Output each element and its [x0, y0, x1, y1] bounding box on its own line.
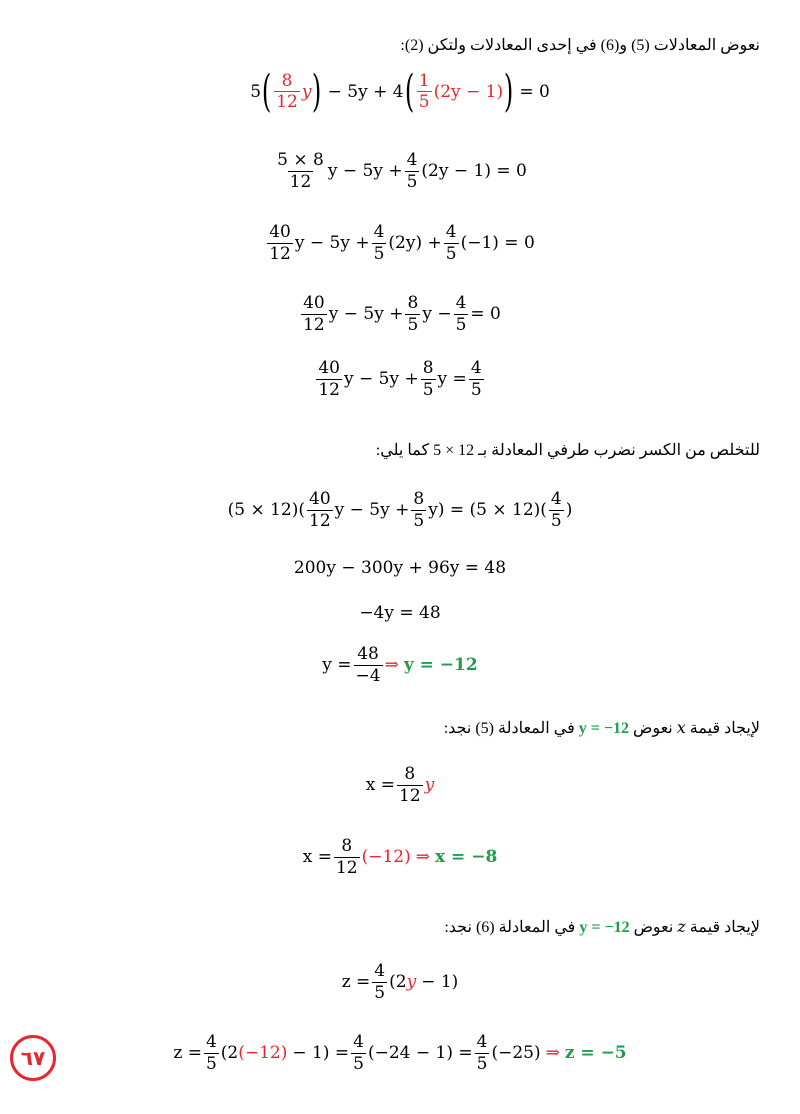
equation-multiply: (5 × 12)( 40 12 y − 5y + $\frac{8}{5}$ y) = (5 × 12)( 4 5 ) [227, 489, 573, 531]
equation-step-2: 5 × 8 12 y − 5y + $\frac{4}{5}$ (2y − 1) = 0 [277, 150, 527, 192]
page-number-badge: ٦٧ [10, 1035, 56, 1081]
z-note: لإيجاد قيمة z نعوض y = −12 في المعادلة (6) نجد: [444, 917, 760, 936]
equation-x-formula: x = $\frac{8}{12}$ y [365, 764, 435, 806]
equation-z-formula: z = $\frac{4}{5}$ (2 y − 1) [341, 961, 459, 1003]
equation-y-result: y = $\frac{48}{-4}$ ⇒ y = −12 [322, 644, 478, 686]
x-note: لإيجاد قيمة x نعوض y = −12 في المعادلة (5) نجد: [443, 718, 760, 737]
equation-step-1: 5 ( 8 12 y ) − 5y + 4 ( 1 5 (2y − 1) ) = 0 [250, 66, 550, 117]
equation-step-3: 40 12 y − 5y + $\frac{4}{5}$ (2y) + $\frac{4}{5}$ (−1) = 0 [269, 222, 535, 264]
intro-text: نعوض المعادلات (5) و(6) في إحدى المعادلات ولتكن (2): [400, 37, 760, 54]
equation-step-4: 40 12 y − 5y + $\frac{8}{5}$ y − $\frac{4}{5}$ = 0 [303, 293, 501, 335]
equation-z-result: z = $\frac{4}{5}$ (2 (−12) − 1) = $\frac{4}{5}$ (−24 − 1) = $\frac{4}{5}$ (−25) ⇒ z = −5 [173, 1032, 627, 1074]
x-result: x = −8 [434, 847, 498, 868]
y-result: y = −12 [403, 655, 478, 676]
multiply-note: للتخلص من الكسر نضرب طرفي المعادلة بـ 12 × 5 كما يلي: [375, 442, 760, 459]
equation-step-5: 40 12 y − 5y + $\frac{8}{5}$ y = $\frac{4}{5}$ [318, 358, 482, 400]
z-result: z = −5 [564, 1043, 627, 1064]
equation-simplified: −4y = 48 [359, 603, 441, 623]
equation-x-result: x = $\frac{8}{12}$ (−12) ⇒ x = −8 [302, 836, 498, 878]
equation-combined: 200y − 300y + 96y = 48 [293, 558, 507, 578]
